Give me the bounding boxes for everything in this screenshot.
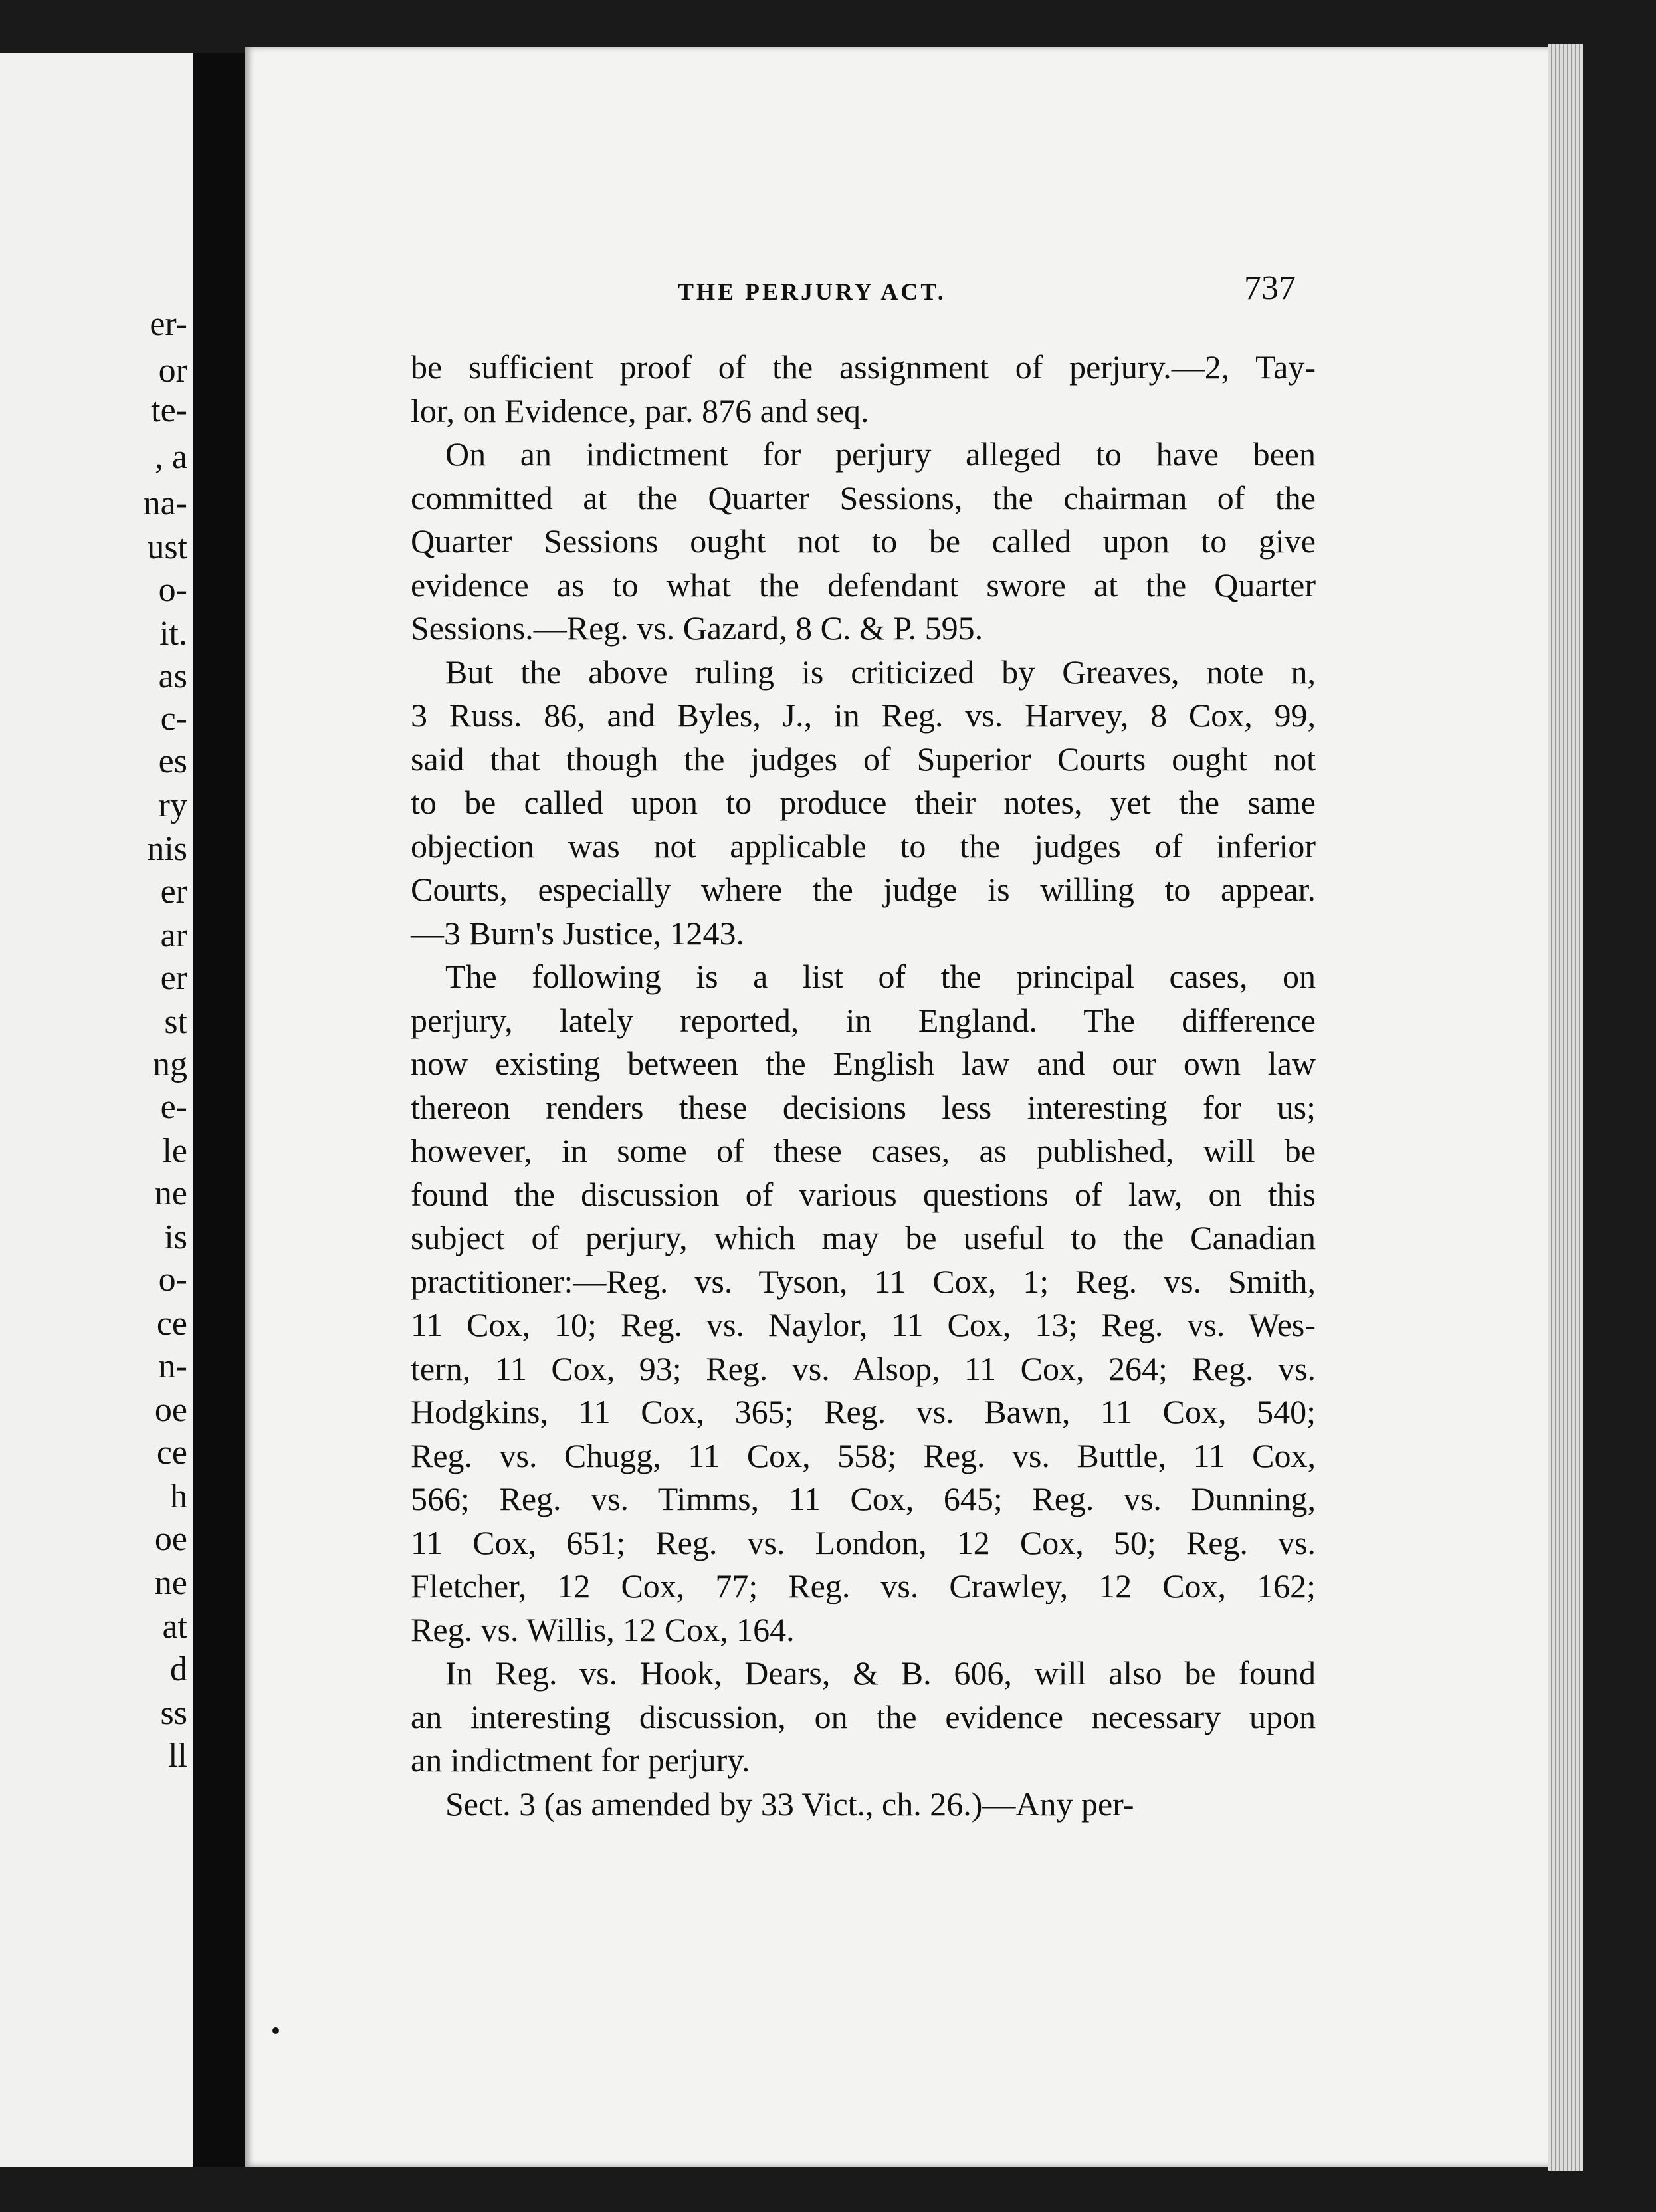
text-line: practitioner:—Reg. vs. Tyson, 11 Cox, 1; Reg. vs. Smith, [411, 1262, 1316, 1300]
paragraph [411, 1783, 1316, 1826]
facing-page-fragment: , a [154, 438, 187, 476]
facing-page-fragment: er [160, 873, 187, 911]
facing-page-fragment: ne [154, 1174, 187, 1212]
text-line: 3 Russ. 86, and Byles, J., in Reg. vs. Harvey, 8 Cox, 99, [411, 697, 1316, 734]
text-line: 11 Cox, 10; Reg. vs. Naylor, 11 Cox, 13; Reg. vs. Wes- [411, 1306, 1316, 1343]
facing-page-fragment: er [160, 959, 187, 997]
facing-page-fragment: te- [151, 391, 187, 429]
text-line: to be called upon to produce their notes, yet the same [411, 784, 1316, 821]
ink-speck [272, 2027, 279, 2034]
page-edges [1548, 44, 1583, 2171]
text-line: Sect. 3 (as amended by 33 Vict., ch. 26.)—Any per- [445, 1785, 1134, 1823]
facing-page-fragment: is [164, 1218, 187, 1256]
facing-page-fragment: ng [153, 1046, 187, 1083]
facing-page-fragment: at [162, 1608, 187, 1646]
facing-page-fragment: o- [158, 571, 187, 609]
facing-page-fragment: o- [158, 1261, 187, 1299]
text-line: In Reg. vs. Hook, Dears, & B. 606, will also be found [445, 1654, 1316, 1692]
paragraph [411, 955, 1316, 1652]
text-line: an indictment for perjury. [411, 1741, 750, 1779]
paragraph [411, 1652, 1316, 1783]
text-line: objection was not applicable to the judges of inferior [411, 827, 1316, 865]
facing-page-fragment: oe [154, 1391, 187, 1429]
text-line: Sessions.—Reg. vs. Gazard, 8 C. & P. 595. [411, 609, 983, 647]
text-line: Quarter Sessions ought not to be called upon to give [411, 522, 1316, 560]
facing-page-fragment: as [158, 657, 187, 695]
facing-page-fragment: or [158, 352, 187, 389]
text-line: now existing between the English law and our own law [411, 1045, 1316, 1082]
facing-page-fragment: na- [143, 485, 187, 522]
text-line: be sufficient proof of the assignment of perjury.—2, Tay- [411, 348, 1316, 386]
text-line: On an indictment for perjury alleged to have been [445, 435, 1316, 473]
facing-page-fragment: ry [158, 786, 187, 824]
text-line: 566; Reg. vs. Timms, 11 Cox, 645; Reg. vs. Dunning, [411, 1480, 1316, 1517]
facing-page-fragment: nis [147, 830, 187, 868]
text-line: evidence as to what the defendant swore at the Quarter [411, 566, 1316, 604]
text-line: —3 Burn's Justice, 1243. [411, 914, 745, 952]
facing-page-fragment: ust [147, 528, 187, 566]
text-line: Reg. vs. Willis, 12 Cox, 164. [411, 1610, 795, 1648]
text-line: thereon renders these decisions less interesting for us; [411, 1088, 1316, 1126]
text-line: subject of perjury, which may be useful to the Canadian [411, 1219, 1316, 1256]
facing-page-fragment: le [162, 1132, 187, 1170]
text-line: tern, 11 Cox, 93; Reg. vs. Alsop, 11 Cox, 264; Reg. vs. [411, 1349, 1316, 1387]
facing-page-fragment: ce [156, 1434, 187, 1472]
text-line: committed at the Quarter Sessions, the chairman of the [411, 479, 1316, 516]
text-line: an interesting discussion, on the evidence necessary upon [411, 1698, 1316, 1735]
facing-page-fragment: ll [168, 1737, 187, 1775]
facing-page [0, 53, 193, 2167]
facing-page-fragment: oe [154, 1520, 187, 1558]
text-line: said that though the judges of Superior Courts ought not [411, 740, 1316, 778]
facing-page-fragment: ss [160, 1694, 187, 1732]
text-line: found the discussion of various questions of law, on this [411, 1175, 1316, 1213]
facing-page-fragment: ar [160, 917, 187, 954]
text-line: Fletcher, 12 Cox, 77; Reg. vs. Crawley, 12 Cox, 162; [411, 1567, 1316, 1604]
text-line: But the above ruling is criticized by Greaves, note n, [445, 653, 1316, 691]
facing-page-fragment: er- [150, 305, 187, 343]
facing-page-fragment: st [164, 1003, 187, 1041]
facing-page-fragment: ce [156, 1305, 187, 1343]
paragraph [411, 433, 1316, 651]
facing-page-fragment: e- [160, 1088, 187, 1126]
text-line: however, in some of these cases, as published, will be [411, 1132, 1316, 1169]
text-line: perjury, lately reported, in England. The difference [411, 1001, 1316, 1039]
page-number: 737 [1244, 269, 1296, 307]
body-text [411, 346, 1316, 1826]
paragraph [411, 346, 1316, 433]
running-title: THE PERJURY ACT. [678, 278, 946, 305]
facing-page-fragment: n- [158, 1347, 187, 1385]
facing-page-fragment: d [170, 1650, 187, 1688]
paragraph [411, 651, 1316, 956]
text-line: The following is a list of the principal cases, on [445, 958, 1316, 995]
facing-page-fragment: it. [159, 615, 187, 653]
book-gutter [193, 53, 246, 2167]
text-line: 11 Cox, 651; Reg. vs. London, 12 Cox, 50; Reg. vs. [411, 1523, 1316, 1561]
facing-page-fragment: es [158, 742, 187, 780]
text-line: Courts, especially where the judge is willing to appear. [411, 871, 1316, 908]
facing-page-fragment: ne [154, 1564, 187, 1602]
text-line: Reg. vs. Chugg, 11 Cox, 558; Reg. vs. Buttle, 11 Cox, [411, 1436, 1316, 1474]
facing-page-fragment: c- [160, 700, 187, 738]
text-line: Hodgkins, 11 Cox, 365; Reg. vs. Bawn, 11 Cox, 540; [411, 1393, 1316, 1430]
text-line: lor, on Evidence, par. 876 and seq. [411, 391, 869, 429]
facing-page-fragment: h [170, 1478, 187, 1515]
